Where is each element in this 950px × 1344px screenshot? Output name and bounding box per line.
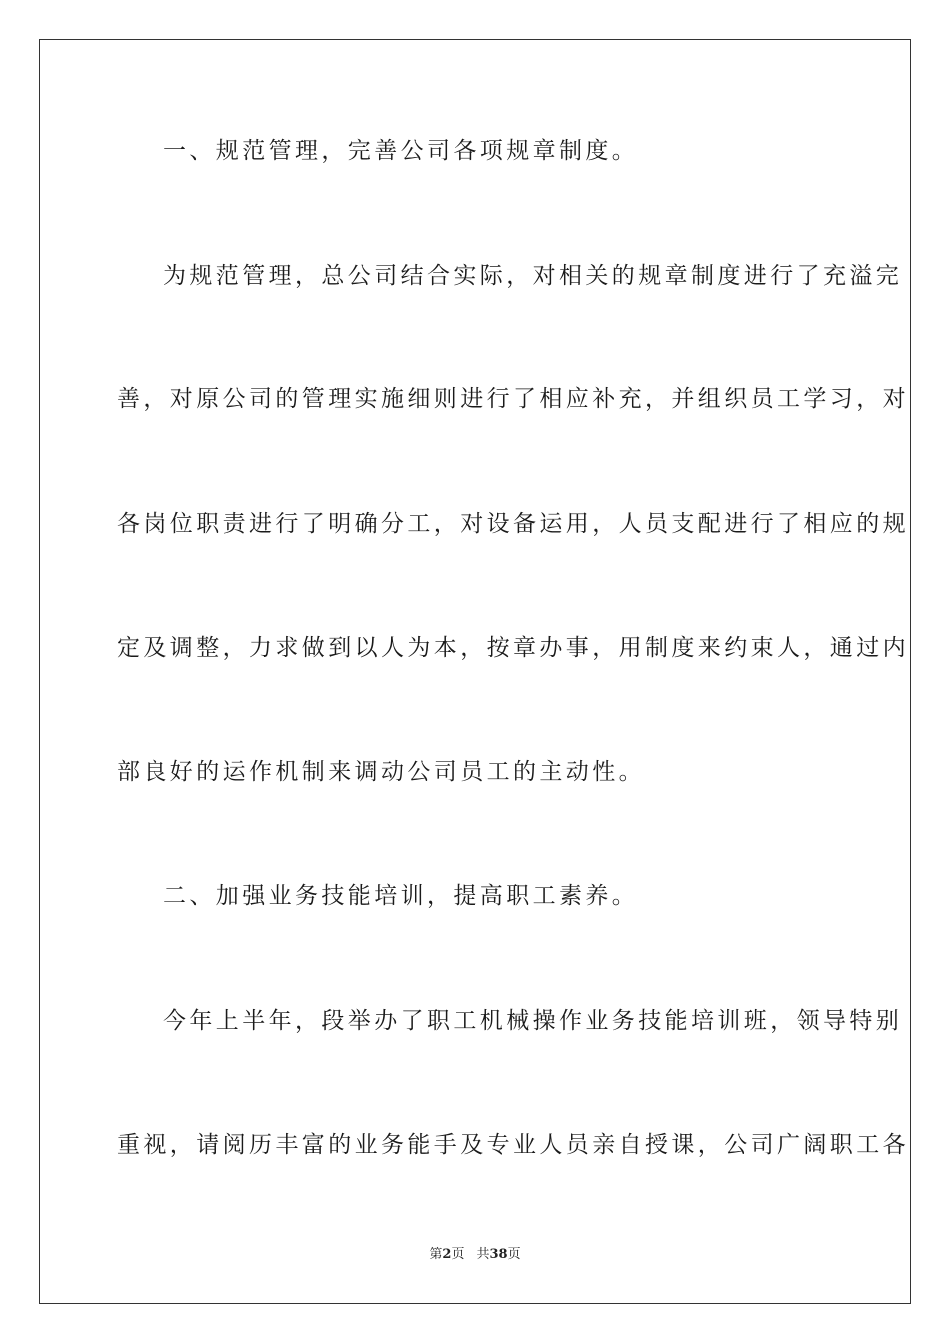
- page-footer: [0, 1247, 950, 1263]
- section-heading-1: 一、规范管理，完善公司各项规章制度。: [163, 138, 639, 164]
- page-label-prefix: 第: [429, 1247, 443, 1262]
- paragraph-line: 各岗位职责进行了明确分工，对设备运用，人员支配进行了相应的规: [117, 511, 909, 537]
- total-label-suffix: 页: [507, 1247, 521, 1262]
- paragraph-line: 今年上半年，段举办了职工机械操作业务技能培训班，领导特别: [163, 1008, 903, 1034]
- paragraph-line: 定及调整，力求做到以人为本，按章办事，用制度来约束人，通过内: [117, 635, 909, 661]
- total-pages: 38: [489, 1247, 508, 1262]
- page-border: [39, 39, 911, 1304]
- paragraph-line: 为规范管理，总公司结合实际，对相关的规章制度进行了充溢完: [163, 263, 903, 289]
- page-label-suffix: 页: [451, 1247, 465, 1262]
- page-number: 2: [442, 1247, 452, 1262]
- total-label-prefix: 共: [476, 1247, 490, 1262]
- paragraph-line: 善，对原公司的管理实施细则进行了相应补充，并组织员工学习，对: [117, 386, 909, 412]
- paragraph-line: 部良好的运作机制来调动公司员工的主动性。: [117, 759, 645, 785]
- paragraph-line: 重视，请阅历丰富的业务能手及专业人员亲自授课，公司广阔职工各: [117, 1132, 909, 1158]
- section-heading-2: 二、加强业务技能培训，提高职工素养。: [163, 883, 639, 909]
